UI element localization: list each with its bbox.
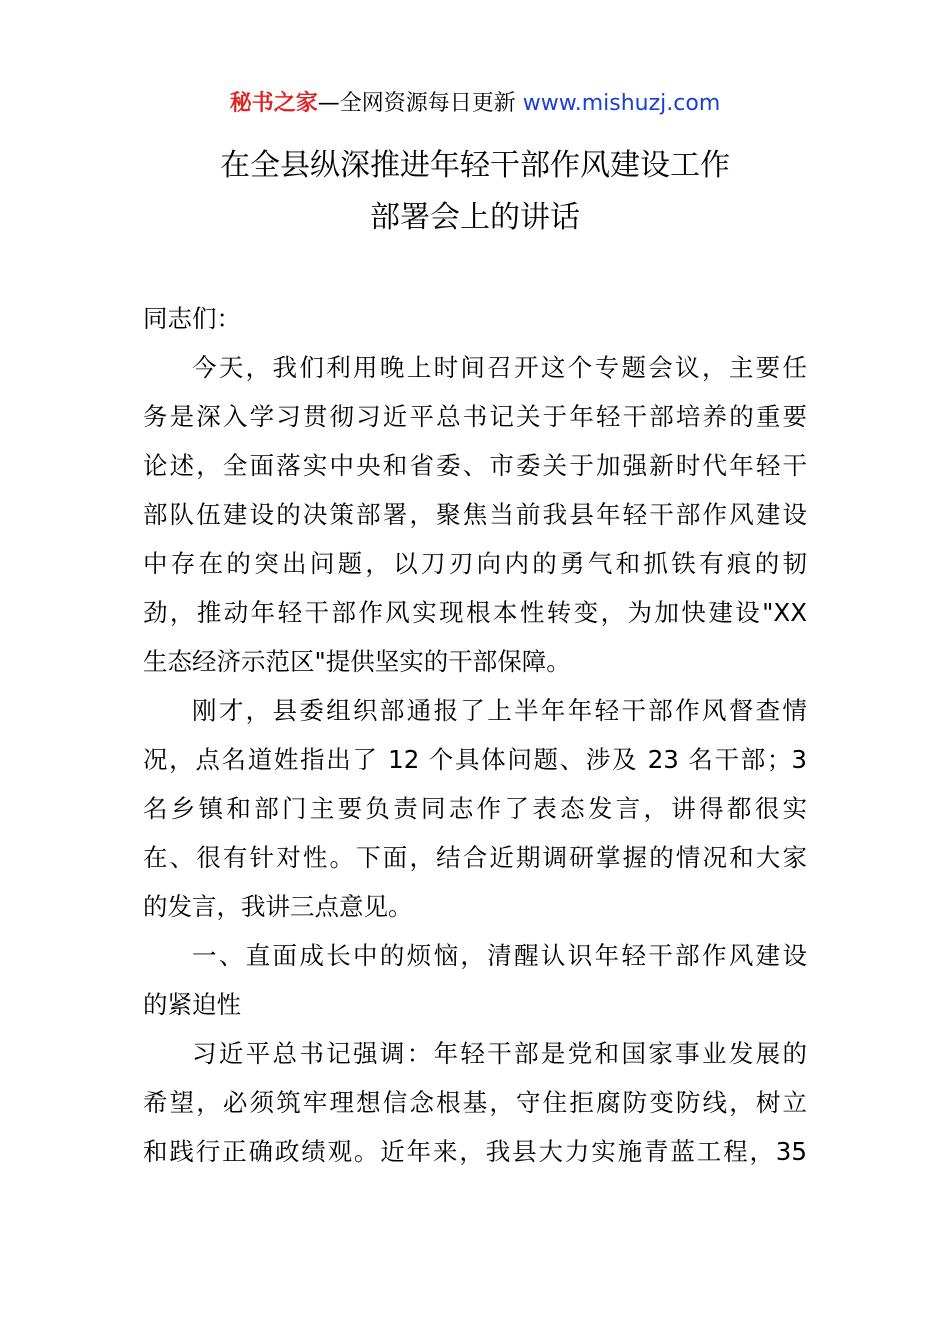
paragraph-line: 务是深入学习贯彻习近平总书记关于年轻干部培养的重要 [143, 402, 807, 431]
paragraph-line: 刚才，县委组织部通报了上半年年轻干部作风督查情 [192, 696, 807, 725]
site-url-link[interactable]: www.mishuzj.com [522, 91, 721, 116]
paragraph-line: 部队伍建设的决策部署，聚焦当前我县年轻干部作风建设 [143, 500, 807, 529]
site-brand: 秘书之家 [229, 91, 318, 116]
paragraph-line: 中存在的突出问题，以刀刃向内的勇气和抓铁有痕的韧 [143, 549, 807, 578]
paragraph-line: 今天，我们利用晚上时间召开这个专题会议，主要任 [192, 353, 807, 382]
paragraph-line: 习近平总书记强调：年轻干部是党和国家事业发展的 [192, 1039, 807, 1068]
paragraph-line: 在、很有针对性。下面，结合近期调研掌握的情况和大家 [143, 843, 807, 872]
site-header [0, 88, 950, 120]
document-title-line-1: 在全县纵深推进年轻干部作风建设工作 [220, 148, 730, 183]
paragraph-line: 论述，全面落实中央和省委、市委关于加强新时代年轻干 [143, 451, 807, 480]
document-body [143, 294, 807, 1176]
paragraph-line: 况，点名道姓指出了 12 个具体问题、涉及 23 名干部；3 [143, 745, 807, 774]
paragraph-line: 名乡镇和部门主要负责同志作了表态发言，讲得都很实 [143, 794, 807, 823]
site-slogan: —全网资源每日更新 [317, 91, 523, 116]
document-title-line-2: 部署会上的讲话 [370, 200, 580, 235]
greeting: 同志们： [143, 304, 241, 333]
paragraph-line: 和践行正确政绩观。近年来，我县大力实施青蓝工程，35 [143, 1137, 807, 1166]
section-heading-line: 一、直面成长中的烦恼，清醒认识年轻干部作风建设 [192, 941, 807, 970]
section-heading-line: 的紧迫性 [143, 990, 241, 1019]
paragraph-line: 的发言，我讲三点意见。 [143, 892, 413, 921]
paragraph-line: 希望，必须筑牢理想信念根基，守住拒腐防变防线，树立 [143, 1088, 807, 1117]
paragraph-line: 生态经济示范区"提供坚实的干部保障。 [143, 647, 571, 676]
paragraph-line: 劲，推动年轻干部作风实现根本性转变，为加快建设"XX [143, 598, 807, 627]
